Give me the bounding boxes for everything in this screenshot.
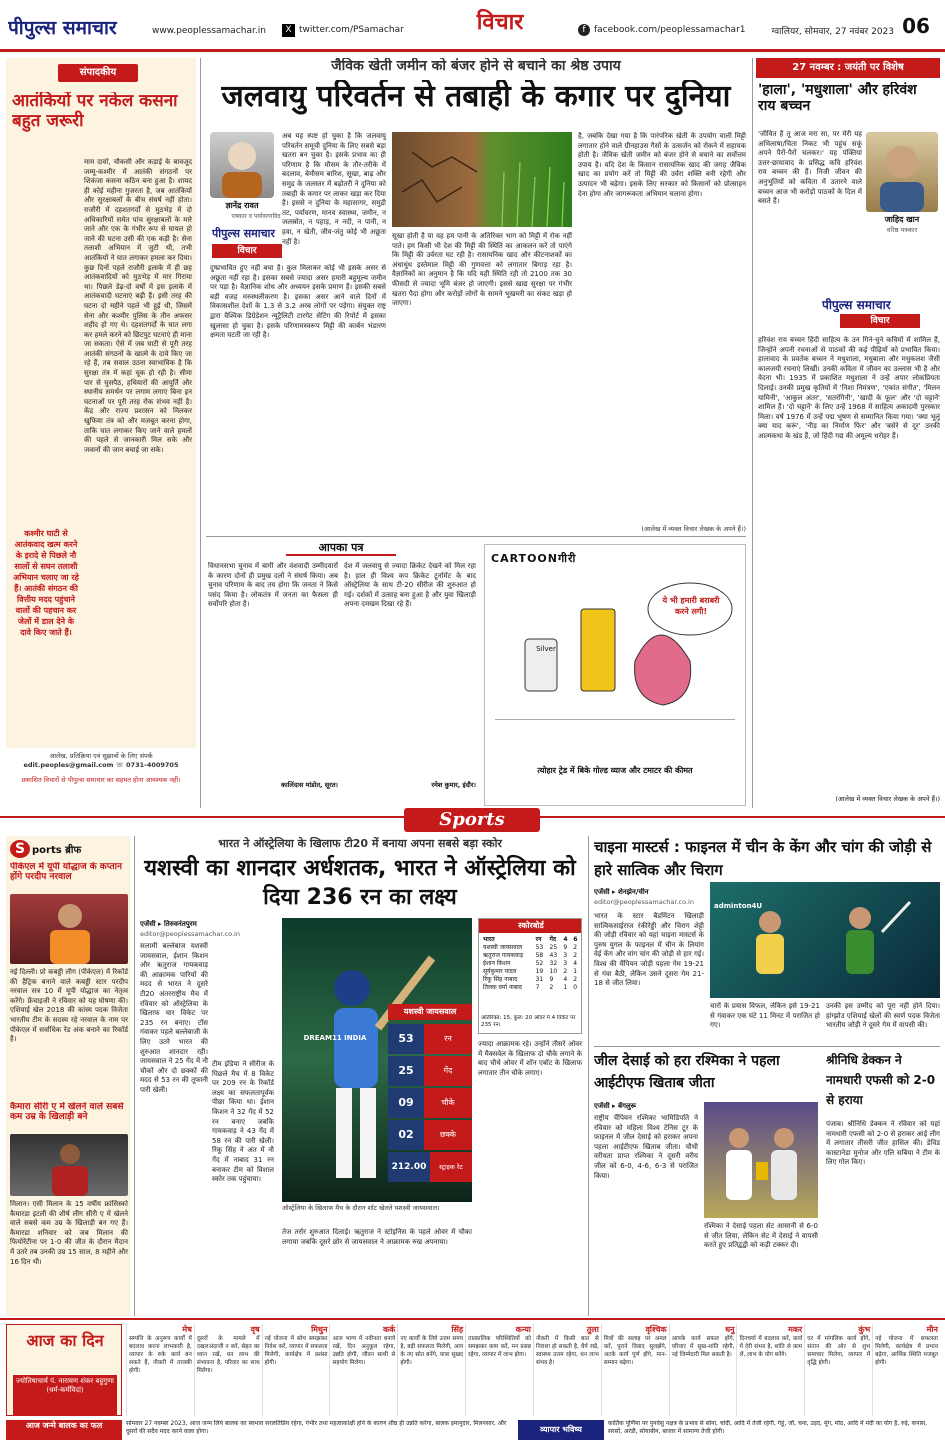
score-cell: 9 <box>563 943 568 951</box>
stat-row <box>388 1024 472 1054</box>
football-intro: उनकी इस उम्मीद को पूरा नहीं होने दिया। हांग्झोउ एशियाई खेलों की स्वर्ण पदक विजेता भारतीय जोड़ी ने दूसरे गेम में वापसी की। <box>826 1002 940 1030</box>
sign-text: आपके कार्य सफल होंगे, परिवार में सुख-शांति रहेगी, नई जिम्मेदारी मिल सकती है। <box>671 1336 735 1358</box>
sports-headline: यशस्वी का शानदार अर्धशतक, भारत ने ऑस्ट्रेलिया को दिया 236 रन का लक्ष्य <box>144 856 576 910</box>
bachchan-headline: 'हाला', 'मधुशाला' और हरिवंश राय बच्चन <box>758 82 917 115</box>
sign-text: नई योजना में सोच समझकर निवेश करें, व्यापार में सफलता मिलेगी, कार्यक्षेत्र में प्रशंसा होगी। <box>264 1336 328 1366</box>
horoscope-signs <box>126 1324 940 1416</box>
bachchan-body: हरिवंश राय बच्चन हिंदी साहित्य के उन गिने-चुने कवियों में शामिल हैं, जिन्होंने अपनी रचनाओं से पाठकों की कई पीढ़ियों को प्रभावित किया। हालावाद के प्रवर्तक बच्चन ने मधुशाला, मधुबाला और मधुकलश जैसी कालजयी रचनाएं लिखीं। उनकी कविता में जीवन का उल्लास भी है और वेदना भी। 1935 में प्रकाशित मधुशाला ने उन्हें अपार लोकप्रियता दिलाई। उनकी प्रमुख कृतियों में 'निशा निमंत्रण', 'एकांत संगीत', 'मिलन यामिनी', 'आकुल अंतर', 'सतरंगिनी', 'खादी के फूल' और 'दो चट्टानें' शामिल हैं। 'दो चट्टानें' के लिए उन्हें 1968 में साहित्य अकादमी पुरस्कार मिला। वर्ष 1976 में उन्हें पद्म भूषण से सम्मानित किया गया। 'क्या भूलूं क्या याद करूं', 'नीड़ का निर्माण फिर' और 'बसेरे से दूर' उनकी आत्मकथा के खंड हैं, जो हिंदी गद्य की अमूल्य धरोहर हैं। <box>758 336 940 440</box>
badminton-email[interactable]: editor@peoplessamachar.co.in <box>594 898 694 906</box>
sign-name: धनु <box>725 1325 735 1334</box>
stat-label: गेंद <box>424 1056 472 1086</box>
tennis-body2: रश्मिका ने देसाई पहला सेट आसानी से 6-0 से जीत लिया, लेकिन सेट में देसाई ने वापसी करते हुए प्रतिद्वंद्वी को कड़ी टक्कर दी। <box>704 1222 818 1250</box>
author-photo <box>210 132 274 198</box>
sign-name: मिथुन <box>311 1325 328 1334</box>
website-text: www.peoplessamachar.in <box>152 26 266 36</box>
sign-text: सम्पत्ति के अनुरूप कार्यों में बदलाव करना लाभकारी है, व्यापार के रुके कार्य बन सकते हैं, नौकरी में तरक्की होगी। <box>129 1336 192 1374</box>
score-cell: 4 <box>573 959 578 967</box>
article-logo: पीपुल्स समाचार <box>212 227 275 240</box>
letter-1: विधानसभा चुनाव में बागी और वंशवादी उम्मीदवारों के कारण दोनों ही प्रमुख दलों ने संघर्ष किया। अब चुनाव परिणाम के बाद तय होगा कि जनता ने किसे पसंद किया है। लोकतंत्र में जनता का फैसला ही सर्वोपरि होता है। <box>208 562 338 609</box>
badminton-photo <box>710 882 940 998</box>
main-col1-top: अब यह स्पष्ट हो चुका है कि जलवायु परिवर्तन समूची दुनिया के लिए सबसे बड़ा खतरा बन चुका है। इसके प्रभाव का ही परिणाम है कि मौसम के तौर-तरीके में बदलाव, बेमौसम बारिश, सूखा, बाढ़ और समुद्र के जलस्तर में बढ़ोतरी ने दुनिया को तबाही के कगार पर लाकर खड़ा कर दिया है। इससे न दुनिया के महासागर, समुद्री तट, पर्यावरण, मानव स्वास्थ्य, जमीन, न जलस्रोत, न पहाड़, न नदी, न पानी, न हवा, न खेती, जीव-जंतु कोई भी अछूता नहीं है। <box>282 132 386 246</box>
brief2-photo <box>10 1134 128 1196</box>
editorial-tag: संपादकीय <box>58 64 138 82</box>
business-text: कार्तिक पूर्णिमा पर पुनर्वसु नक्षत्र के प्रभाव से सोना, चांदी, आदि में तेजी रहेगी, गेहूं, जौ, चना, उड़द, मूंग, मोठ, आदि में मंदी का योग है, रुई, कपास, सरसों, अरंडी, सोयाबीन, बाजार में सामान्य तेजी होगी। <box>608 1420 927 1435</box>
letters-box <box>206 540 478 808</box>
score-cell: 2 <box>573 943 578 951</box>
editorial-panel <box>6 58 196 748</box>
birthday-text: सोमवार 27 नवम्बर 2023, आज जन्म लिये बालक का स्वभाव सरलतिप्रिय रहेगा, गंभीर तथा महत्वाकांक्षी होने के कारण शीघ्र ही उन्नति करेगा, बालक इमानुदार, मिलनसार, और दूसरों की सदैव मदद करने वाला होगा। <box>126 1420 507 1435</box>
stat-label: चौके <box>424 1088 472 1118</box>
masthead-logo: पीपुल्स समाचार <box>8 17 117 39</box>
score-cell: 58 <box>535 951 544 959</box>
score-cell: 25 <box>549 943 558 951</box>
stat-row <box>388 1120 472 1150</box>
stat-value: 09 <box>388 1088 424 1118</box>
kabaddi-player-icon <box>10 894 128 964</box>
sign-card <box>397 1324 465 1416</box>
editorial-pullquote: कश्मीर घाटी से आतंकवाद खत्म करने के इरादे से पिछले नौ सालों से सघन तलाशी अभियान चलाए जा रहे हैं। आतंकी संगठन की वित्तीय मदद पहुंचाने वालों की पहचान कर जेलों में डाल देने के दावे किए जाते हैं। <box>13 529 79 637</box>
sports-body-col2: टीम इंडिया ने सीरीज के पिछले मैच में 8 विकेट पर 209 रन के रिकॉर्ड लक्ष्य का सफलतापूर्वक पीछा किया था। ईशान किशन ने 32 गेंद में 52 रन बनाए जबकि गायकवाड़ ने 43 गेंद में 58 रन की पारी खेली। रिंकू सिंह ने अंत में नौ गेंद में नाबाद 31 रन बनाकर टीम को विशाल स्कोर तक पहुंचाया। <box>212 1060 274 1184</box>
cartoon-bubble: ये भी हमारी बराबरी करने लगी! <box>662 596 720 616</box>
sign-name: सिंह <box>451 1325 464 1334</box>
author-name: ज्ञानेंद्र रावत <box>225 201 259 210</box>
score-cell: तिलक वर्मा नाबाद <box>483 984 522 991</box>
scoreboard-title: स्कोरबोर्ड <box>479 919 582 933</box>
twitter-link[interactable] <box>282 22 432 38</box>
brief2-headline: कैमारा सीरी ए में खेलने वाले सबसे कम उम्र के खिलाड़ी बने <box>10 1102 124 1123</box>
sign-name: वृश्चिक <box>645 1325 667 1334</box>
sports-body-col4: ज्यादा आक्रामक रहे। उन्होंने तीसरे ओवर में मैक्सवेल के खिलाफ दो चौके लगाने के बाद चौथे ओवर में शॉन एबॉट के खिलाफ लगातार तीन चौके लगाए। <box>478 1040 582 1077</box>
bachchan-footnote: (आलेख में व्यक्त विचार लेखक के अपने हैं।) <box>835 795 940 803</box>
bachchan-author-photo <box>866 132 938 212</box>
badminton-agency: एजेंसी ▸ शेनझेन/चीन <box>594 888 649 896</box>
bachchan-logo: पीपुल्स समाचार <box>822 298 891 312</box>
stat-row <box>388 1056 472 1086</box>
bachchan-author-role: वरिष्ठ पत्रकार <box>886 226 918 234</box>
tennis-headline: जील देसाई को हरा रश्मिका ने पहला आईटीएफ खिताब जीता <box>594 1053 780 1091</box>
sports-agency: एजेंसी ▸ तिरुवनंतपुरम <box>140 920 197 928</box>
brief1-body: नई दिल्ली। प्रो कबड्डी लीग (पीकेएल) में रिकॉर्ड की हैट्रिक बनाने वाले कबड्डी स्टार परदीप नरवाल सत्र 10 में यूपी योद्धाज का नेतृत्व करेंगे। फ्रेंचाइजी ने रविवार को यह घोषणा की। एशियाई खेल 2018 की कांस्य पदक विजेता भारतीय टीम के सदस्य रहे नरवाल के नाम पर पीकेएल में सर्वाधिक रेड अंक बनाने का रिकॉर्ड है। <box>10 968 128 1044</box>
author-role: पत्रकार व पर्यावरणविद <box>231 213 281 220</box>
x-logo-icon: X <box>282 24 295 37</box>
tennis-agency: एजेंसी ▸ बेंगलुरू <box>594 1102 637 1110</box>
sports-email[interactable]: editor@peoplessamachar.co.in <box>140 930 240 938</box>
score-cell: 9 <box>549 975 554 983</box>
score-cell: रिंकू सिंह नाबाद <box>483 976 518 983</box>
tennis-photo <box>704 1102 818 1218</box>
sign-card <box>194 1324 262 1416</box>
sign-card <box>601 1324 669 1416</box>
editorial-body: माम दावों, चौकसी और कड़ाई के बावजूद जम्मू-कश्मीर में आतंकी संगठनों पर शिकंजा कसना कठिन बना हुआ है। शायद ही कोई महीना गुजरता है, जब आतंकियों और सुरक्षाबलों के बीच संघर्ष नहीं होता। राजौरी में दहशतगर्दों से मुठभेड़ में दो अधिकारियों समेत पांच सुरक्षाबलों के मारे जाने और एक के गंभीर रूप से घायल हो जाने की घटना उसी की एक कड़ी है। सेना तलाशी अभियान में जुटी थी, तभी आतंकियों ने घात लगाकर हमला कर दिया। कुछ दिनों पहले राजौरी इलाके में ही छह आतंकवादियों को मुठभेड़ में मार गिराया था। पिछले डेढ़-दो वर्षों में इस इलाके में आतंकवादी घटनाएं बढ़ी हैं। इसी तरह की घटना दो महीने पहले भी हुई थी, जिसमें सेना और कश्मीर पुलिस के तीन अफसर शहीद हो गए थे। दहशतगर्दों के घात लगा कर हमले करने को छिटपुट घटनाएं ही माना जा सकता। ऐसे में जब घाटी से पूरी तरह आतंकी संगठनों के खात्मे के दावे किए जा रहे हैं, तब सवाल उठना स्वाभाविक है कि सुरक्षा तंत्र में कहां चूक हो रही है। सीमा पार से घुसपैठ, हथियारों की आपूर्ति और स्थानीय समर्थन पर लगाम लगाए बिना इन घटनाओं पर पूरी तरह रोक संभव नहीं है। केंद्र और राज्य प्रशासन को मिलकर खुफिया तंत्र को और मजबूत करना होगा, ताकि घात लगाकर किए जाने वाले हमलों की पहले से जानकारी मिल सके और जवानों की जान बचाई जा सके। <box>84 158 192 454</box>
brief1-photo <box>10 894 128 964</box>
masthead <box>0 0 945 52</box>
sign-name: वृष <box>250 1325 260 1334</box>
score-cell: 43 <box>549 951 558 959</box>
badminton-headline: चाइना मास्टर्स : फाइनल में चीन के केंग और चांग की जोड़ी से हारे सात्विक और चिराग <box>594 838 932 879</box>
section-title: विचार <box>476 10 524 35</box>
stat-value: 53 <box>388 1024 424 1054</box>
stat-list <box>388 1024 472 1200</box>
facebook-link[interactable] <box>578 22 748 38</box>
page-number: 06 <box>902 14 930 38</box>
score-row <box>481 975 581 983</box>
score-cell: सूर्यकुमार यादव <box>483 968 517 975</box>
sports-body-col3: तेज तर्रार शुरुआत दिलाई। ऋतुराज ने स्टोइनिस के पहले ओवर में चौका लगाया जबकि दूसरे छोर से जायसवाल ने आक्रामक रुख अपनाया। <box>282 1228 472 1246</box>
cartoon-title: CARTOONगीरी <box>491 552 577 565</box>
sign-name: तुला <box>586 1325 599 1334</box>
bachchan-logo-tag: विचार <box>840 314 920 328</box>
score-cell: ईशान किशन <box>483 960 511 967</box>
score-row <box>481 943 581 951</box>
facebook-icon: f <box>578 24 590 36</box>
business-label: व्यापार भविष्य <box>518 1420 604 1440</box>
score-cell: 31 <box>535 975 544 983</box>
facebook-text: facebook.com/peoplessamachar1 <box>594 25 746 35</box>
score-cell: ऋतुराज गायकवाड़ <box>483 952 524 959</box>
dateline: ग्वालियर, सोमवार, 27 नवंबर 2023 <box>771 27 894 37</box>
sign-card <box>126 1324 194 1416</box>
sign-text: दूसरों के मामले में दखलअंदाजी न करें, सेहत का ध्यान रखें, धन लाभ की संभावना है, परिवार का साथ मिलेगा। <box>196 1336 260 1374</box>
score-cell: 3 <box>563 959 568 967</box>
main-col1-bottom: दुष्प्रभावित हुए नहीं बचा है। कुल मिलाकर कोई भी इसके असर से अछूता नहीं रहा है। इसका सबसे ज्यादा असर हमारी बहुमूल्य जमीन पर पड़ा है। वैज्ञानिक शोध और अध्ययन इसके प्रमाण हैं। इसकी सबसे बड़ी वजह मरुस्थलीकरण है। इसका असर आने वाले दिनों में विकासशील देशों के 1.3 से 3.2 अरब लोगों पर पड़ेगा। संयुक्त राष्ट्र द्वारा वैश्विक डिग्रेडेशन न्यूट्रैलिटी टारगेट सेटिंग की रिपोर्ट में इसका खुलासा हो चुका है। इसके परिणामस्वरूप मिट्टी की कार्बन भंडारण क्षमता घटती जा रही है। <box>210 264 386 340</box>
score-cell: 32 <box>549 959 558 967</box>
score-header: 6 <box>573 935 578 943</box>
score-total: अतिरिक्त: 15, कुल: 20 ओवर में 4 विकेट पर 235 रन। <box>481 1015 576 1028</box>
score-cell: 4 <box>563 975 568 983</box>
badminton-players-icon <box>710 882 940 998</box>
stat-label: रन <box>424 1024 472 1054</box>
badminton-body2: चारों के प्रयास विफल, लेकिन इसे 19-21 से गंवाकर एक घंटे 11 मिनट में पराजित हो गए। <box>710 1002 820 1030</box>
sign-name: कर्क <box>383 1325 396 1334</box>
main-headline: जलवायु परिवर्तन से तबाही के कगार पर दुनिया <box>221 80 731 114</box>
stat-card <box>388 1004 472 1200</box>
score-row <box>481 983 581 991</box>
letter-2: देश में जलवायु से ज्यादा क्रिकेट देखने को मिल रहा है। हाल ही विश्व कप क्रिकेट टूर्नामेंट के बाद ऑस्ट्रेलिया के साथ टी-20 सीरीज की शुरुआत हो गई। दर्शकों में उत्साह बना हुआ है और युवा खिलाड़ी अपना दमखम दिखा रहे हैं। <box>344 562 476 609</box>
cartoon-silver-label: Silver <box>536 645 556 653</box>
sign-name: मीन <box>926 1325 938 1334</box>
horoscope-title: आज का दिन <box>26 1331 104 1350</box>
sign-card <box>736 1324 804 1416</box>
website-link[interactable] <box>152 24 282 38</box>
bachchan-header: 27 नवम्बर : जयंती पर विशेष <box>756 58 940 78</box>
cartoon-caption: त्योहार ट्रेड में बिके गोल्ड व्याज और टमाटर की कीमत <box>537 766 693 775</box>
badminton-body: भारत के स्टार बैडमिंटन खिलाड़ी सात्विकसाईराज रंकीरेड्डी और चिराग शेट्टी की जोड़ी रविवार को यहां चाइना मास्टर्स के पुरुष युगल के फाइनल में चीन के लियांग वेई केंग और वांग चांग की जोड़ी से हार गई। विश्व की चैंपियन जोड़ी पहला गेम 19-21 से गंवा बैठी, लेकिन उसने दूसरा गेम 21-18 से जीत लिया। <box>594 912 704 988</box>
twitter-text: twitter.com/PSamachar <box>299 25 404 35</box>
score-cell: 2 <box>573 975 578 983</box>
stat-row <box>388 1152 472 1182</box>
sports-brief-panel <box>6 836 130 1316</box>
jersey-text: DREAM11 INDIA <box>303 1034 367 1042</box>
sign-card <box>465 1324 533 1416</box>
score-cell: 2 <box>573 951 578 959</box>
stat-title: यशस्वी जायसवाल <box>388 1004 472 1020</box>
football-body: पंजाब। श्रीनिधि डेक्कन ने रविवार को यहां नामधारी एफसी को 2-0 से हराकर आई लीग में लगातार तीसरी जीत हासिल की। डेविड कास्टानेडा मुनोज और एलि सबिया ने टीम के लिए गोल किए। <box>826 1120 940 1167</box>
bachchan-quote: 'जीवित है तू आज मरा सा, पर मेरी यह अभिलाषा/चिता निकट भी पहुंच सकूं अपने पैरों-पैरों चलकर।' यह पंक्तियां उत्तर-छायावाद के प्रसिद्ध कवि हरिवंश राय बच्चन की हैं। निजी जीवन की अनुभूतियों को कविता में उतारने वाले बच्चन आज भी करोड़ों पाठकों के दिल में बसते हैं। <box>758 130 862 206</box>
score-cell: 2 <box>563 967 568 975</box>
sign-text: मित्रों की सलाह पर अमल करें, पुराने विवाद सुलझेंगे, अटके कार्य पूर्ण होंगे, मान-सम्मान बढ़ेगा। <box>603 1336 667 1366</box>
sign-name: कन्या <box>515 1325 531 1334</box>
stat-label: स्ट्राइक रेट <box>430 1152 472 1182</box>
sign-name: कुंभ <box>858 1325 871 1334</box>
sign-card <box>262 1324 330 1416</box>
sports-s-icon: S <box>10 840 30 858</box>
sign-text: तात्कालिक परिस्थितियों को समझकर काम करें, मन प्रसन्न रहेगा, व्यापार में लाभ होगा। <box>468 1336 531 1358</box>
letters-title: आपका पत्र <box>286 540 396 556</box>
score-cell: 1 <box>563 983 568 991</box>
tennis-players-trophy-icon <box>704 1102 818 1218</box>
sign-card <box>804 1324 872 1416</box>
bachchan-author-name: जाहिद खान <box>884 215 920 224</box>
article-logo-tag: विचार <box>212 244 282 258</box>
stat-label: छक्के <box>424 1120 472 1150</box>
horoscope-astrologer: ज्योतिषाचार्य पं. नारायण शंकर बहुगुणा (धर्म-कर्मविदां) <box>13 1375 117 1415</box>
scoreboard <box>478 918 582 1034</box>
sign-card <box>533 1324 601 1416</box>
author-portrait-icon <box>866 132 938 212</box>
sign-card <box>329 1324 397 1416</box>
score-cell: 53 <box>535 943 544 951</box>
cartoon-box <box>484 544 746 806</box>
sign-name: मकर <box>788 1325 803 1334</box>
score-row <box>481 951 581 959</box>
score-cell: 3 <box>563 951 568 959</box>
sports-body-col1: सलामी बल्लेबाज यशस्वी जायसवाल, ईशान किशन और ऋतुराज गायकवाड़ की आक्रामक पारियों की मदद से भारत ने दूसरे टी20 अंतरराष्ट्रीय मैच में रविवार को ऑस्ट्रेलिया के खिलाफ चार विकेट पर 235 रन बनाए। टॉस गंवाकर पहले बल्लेबाजी के लिए उतरे भारत की शुरुआत शानदार रही। जायसवाल ने 25 गेंद में नौ चौकों और दो छक्कों की मदद से 53 रन की तूफानी पारी खेली। <box>140 942 208 1094</box>
score-row <box>481 967 581 975</box>
editorial-headline: आतंकियों पर नकेल कसना बहुत जरूरी <box>12 92 178 131</box>
score-header: भारत <box>483 936 495 943</box>
score-cell: 52 <box>535 959 544 967</box>
brief-title: ports ब्रीफ <box>32 845 82 856</box>
score-cell: 0 <box>573 983 578 991</box>
score-cell: यशस्वी जायसवाल <box>483 944 523 951</box>
score-header: 4 <box>563 935 568 943</box>
score-cell: 10 <box>549 967 558 975</box>
editorial-footer-line3: प्रकाशित विचारों से पीपुल्स समाचार का सहमत होना आवश्यक नहीं। <box>21 776 181 784</box>
horoscope-title-box <box>6 1324 122 1416</box>
birthday-label: आज जन्मे बालक का फल <box>6 1420 122 1440</box>
editorial-footer <box>6 752 196 806</box>
footballer-icon <box>10 1134 128 1196</box>
sign-card <box>669 1324 737 1416</box>
stat-value: 25 <box>388 1056 424 1086</box>
sign-text: नौकरी में किसी बात से निराशा हो सकती है, धैर्य रखें, स्वास्थ्य उत्तम रहेगा, धन लाभ संभव है। <box>535 1336 599 1366</box>
main-col3: है, जबकि देखा गया है कि पारंपरिक खेती के उपयोग वाली मिट्टी लगातार होने वाले ग्रीनहाउस गैसों के उत्सर्जन को रोकने में सहायक होती है। जैविक खेती जमीन को बंजर होने से बचाने का सर्वोत्तम उपाय है। यदि देश के किसान रासायनिक खाद की जगह जैविक खाद का प्रयोग करें तो मिट्टी की उर्वरा शक्ति बनी रहेगी और उत्पादन भी बढ़ेगा। इसके लिए सरकार को किसानों को प्रोत्साहन देना होगा और जागरूकता अभियान चलाना होगा। <box>578 132 746 198</box>
score-cell: 1 <box>573 967 578 975</box>
sports-kicker: भारत ने ऑस्ट्रेलिया के खिलाफ टी20 में बनाया अपना सबसे बड़ा स्कोर <box>218 837 502 850</box>
score-cell: 7 <box>535 983 540 991</box>
score-cell: 19 <box>535 967 544 975</box>
stat-value: 212.00 <box>388 1152 430 1182</box>
letter-2-by: रमेश कुमार, इंदौर। <box>431 781 476 789</box>
score-header: गेंद <box>549 936 557 943</box>
stat-value: 02 <box>388 1120 424 1150</box>
brief2-body: मिलान। एसी मिलान के 15 वर्षीय फ्रांसिस्को कैमारडा इटली की शीर्ष लीग सीरी ए में खेलने वाले सबसे कम उम्र के खिलाड़ी बन गए हैं। कैमारडा शनिवार को जब मिलान की फियोरेंटीना पर 1-0 की जीत के दौरान मैदान में उतरे तब उनकी उम्र 15 साल, 8 महीने और 16 दिन थी। <box>10 1200 128 1266</box>
badminton-badge: adminton4U <box>714 902 763 910</box>
sign-text: आज भाग्य में नवीनता बनाये रखें, दिन अनुकूल रहेगा, उन्नति होगी, जीवन साथी से सहयोग मिलेगा। <box>332 1336 396 1366</box>
tennis-body: राष्ट्रीय चैंपियन रश्मिका भामिडिपति ने रविवार को महिला विश्व टेनिस टूर के फाइनल में जील देसाई को हराकर अपना पहला आईटीएफ खिताब जीता। चौथी वरीयता प्राप्त रश्मिका ने दूसरी वरीय जील को 6-0, 4-6, 6-3 से पराजित किया। <box>594 1114 698 1180</box>
editorial-footer-line1: आलेख, प्रतिक्रिया एवं सुझावों के लिए संपर्क <box>49 752 153 760</box>
sports-banner: Sports <box>404 808 540 832</box>
climate-image <box>392 132 572 227</box>
sign-text: नए कार्यों के लिये उत्तम समय है, बड़ी सफलता मिलेगी, आय के नए स्रोत बनेंगे, यात्रा सुखद होगी। <box>400 1336 464 1366</box>
sign-text: दिनचर्या में बदलाव करें, कार्य में देरी संभव है, शांति से काम लें, लाभ के योग बनेंगे। <box>739 1336 803 1358</box>
brief1-headline: पीकेएल में यूपी योद्धाज के कप्तान होंगे परदीप नरवाल <box>10 862 122 883</box>
sign-card <box>872 1324 940 1416</box>
sign-text: घर में मांगलिक कार्य होंगे, संतान की ओर से शुभ समाचार मिलेगा, व्यापार में वृद्धि होगी। <box>807 1336 871 1366</box>
score-row <box>481 959 581 967</box>
cracked-earth-icon <box>392 132 572 227</box>
score-cell: 2 <box>549 983 554 991</box>
sign-name: मेष <box>182 1325 192 1334</box>
stat-row <box>388 1088 472 1118</box>
football-headline: श्रीनिधि डेक्कन ने नामधारी एफसी को 2-0 से हराया <box>826 1053 936 1107</box>
main-footnote: (आलेख में व्यक्त विचार लेखक के अपने हैं।) <box>641 525 746 533</box>
photo-caption: ऑस्ट्रेलिया के खिलाफ मैच के दौरान शॉट खेलते यशस्वी जायसवाल। <box>282 1204 440 1212</box>
editorial-footer-line2[interactable]: edit.peoples@gmail.com ☏ 0731-4009705 <box>23 761 179 769</box>
main-kicker: जैविक खेती जमीन को बंजर होने से बचाने का श्रेष्ठ उपाय <box>331 58 621 74</box>
score-header: रन <box>535 936 542 943</box>
scoreboard-table <box>481 935 581 991</box>
main-col2: सूखा होती है या वह हम पानी के अतिरिक्त भाग को मिट्टी में रोक नहीं पाते। हम किसी भी देश की मिट्टी की स्थिति का आकलन करें तो पाएंगे कि मिट्टी की उर्वरता घट रही है। रासायनिक खाद और कीटनाशकों का अंधाधुंध इस्तेमाल मिट्टी की गुणवत्ता को लगातार बिगाड़ रहा है। वैज्ञानिकों का अनुमान है कि यदि यही स्थिति रही तो 2100 तक 30 फीसदी से ज्यादा भूमि बंजर हो जाएगी। इससे खाद्य सुरक्षा पर गंभीर खतरा पैदा होगा और करोड़ों लोगों के सामने भुखमरी का संकट खड़ा हो जाएगा। <box>392 232 572 308</box>
sign-text: नई योजना में सफलता मिलेगी, कार्यक्षेत्र में प्रभाव बढ़ेगा, आर्थिक स्थिति मजबूत होगी। <box>875 1336 938 1366</box>
letter-1-by: कालिंदास मांडोत, सूरत। <box>281 781 338 789</box>
author-silhouette-icon <box>210 132 274 198</box>
